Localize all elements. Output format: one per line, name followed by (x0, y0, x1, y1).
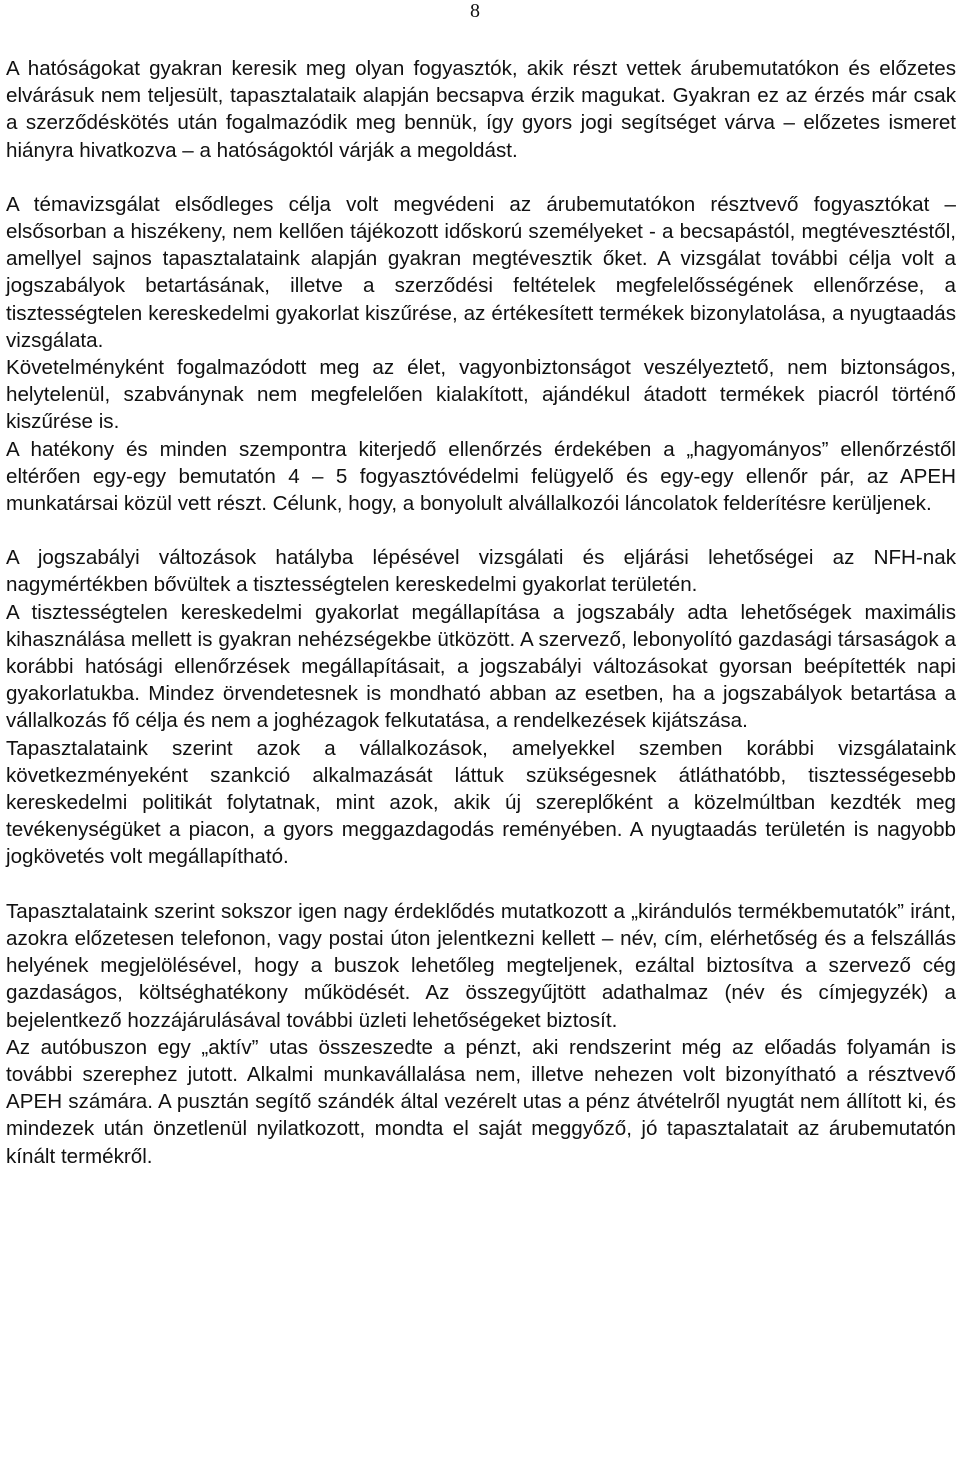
paragraph-purpose: A témavizsgálat elsődleges célja volt megvédeni az árubemutatókon résztvevő fogyasztókat –elsősorban a hiszékeny, nem kellően tájékozott időskorú személyeket - a becsapástól, megtévesztéstől, amellyel sajnos tapasztalataink alapján gyakran megtévesztik őket. A vizsgálat további célja volt a jogszabályok betartásának, illetve a szerződési feltételek megfelelősségének ellenőrzése, a tisztességtelen kereskedelmi gyakorlat kiszűrése, az értékesített termékek bizonylatolása, a nyugtaadás vizsgálata. (6, 192, 956, 352)
document-body (6, 55, 956, 1170)
paragraph-experience-companies: Tapasztalataink szerint azok a vállalkozások, amelyekkel szemben korábbi vizsgálataink következményeként szankció alkalmazását láttuk szükségesnek átláthatóbb, tisztességesebb kereskedelmi politikát folytatnak, mint azok, akik új szereplőként a közelmúltban kezdték meg tevékenységüket a piacon, a gyors meggazdagodás reményében. A nyugtaadás területén is nagyobb jogkövetés volt megállapítható. (6, 736, 956, 869)
paragraph-inspection-team: A hatékony és minden szempontra kiterjedő ellenőrzés érdekében a „hagyományos” ellenőrzéstől eltérően egy-egy bemutatón 4 – 5 fogyasztóvédelmi felügyelő és egy-egy ellenőr pár, az APEH munkatársai közül vett részt. Célunk, hogy, a bonyolult alvállalkozói láncolatok felderítésre kerüljenek. (6, 437, 956, 516)
paragraph-active-passenger: Az autóbuszon egy „aktív” utas összeszedte a pénzt, aki rendszerint még az előadás folyamán is további szerephez jutott. Alkalmi munkavállalása nem, illetve nehezen volt bizonyítható a résztvevő APEH számára. A pusztán segítő szándék által vezérelt utas a pénz átvételről nyugtát nem állított ki, és mindezek után önzetlenül nyilatkozott, mondta el saját meggyőző, jó tapasztalatait az árubemutatón kínált termékről. (6, 1035, 956, 1168)
paragraph-unfair-practice: A tisztességtelen kereskedelmi gyakorlat megállapítása a jogszabály adta lehetőségek maximális kihasználása mellett is gyakran nehézségekbe ütközött. A szervező, lebonyolító gazdasági társaságok a korábbi hatósági ellenőrzések megállapításait, a jogszabályi változásokat gyorsan beépítették napi gyakorlatukba. Mindez örvendetesnek is mondható abban az esetben, ha a jogszabályok betartása a vállalkozás fő célja és nem a joghézagok felkutatása, a rendelkezések kijátszása. (6, 600, 956, 733)
paragraph-legal-changes: A jogszabályi változások hatályba lépésével vizsgálati és eljárási lehetőségei az NFH-nak nagymértékben bővültek a tisztességtelen kereskedelmi gyakorlat területén. (6, 546, 956, 597)
paragraph-intro: A hatóságokat gyakran keresik meg olyan fogyasztók, akik részt vettek árubemutatókon és előzetes elvárásuk nem teljesült, tapasztalataik alapján becsapva érzik magukat. Gyakran ez az érzés már csak a szerződéskötés után fogalmazódik meg bennük, így gyors jogi segítséget várva – előzetes ismeret hiányra hivatkozva – a hatóságoktól várják a megoldást. (6, 57, 956, 162)
paragraph-requirements: Követelményként fogalmazódott meg az élet, vagyonbiztonságot veszélyeztető, nem biztonságos, helytelenül, szabványnak nem megfelelően kialakított, ajándékul átadott termékek piacról történő kiszűrése is. (6, 356, 956, 434)
paragraph-excursion-demos: Tapasztalataink szerint sokszor igen nagy érdeklődés mutatkozott a „kirándulós termékbemutatók” iránt, azokra előzetesen telefonon, vagy postai úton jelentkezni kellett – név, cím, elérhetőség és a felszállás helyének megjelölésével, hogy a buszok lehetőleg megteljenek, ezáltal biztosítva a szervező cég gazdaságos, költséghatékony működését. Az összegyűjtött adathalmaz (név és címjegyzék) a bejelentkező hozzájárulásával további üzleti lehetőségeket biztosít. (6, 899, 956, 1032)
page-number: 8 (470, 0, 480, 22)
